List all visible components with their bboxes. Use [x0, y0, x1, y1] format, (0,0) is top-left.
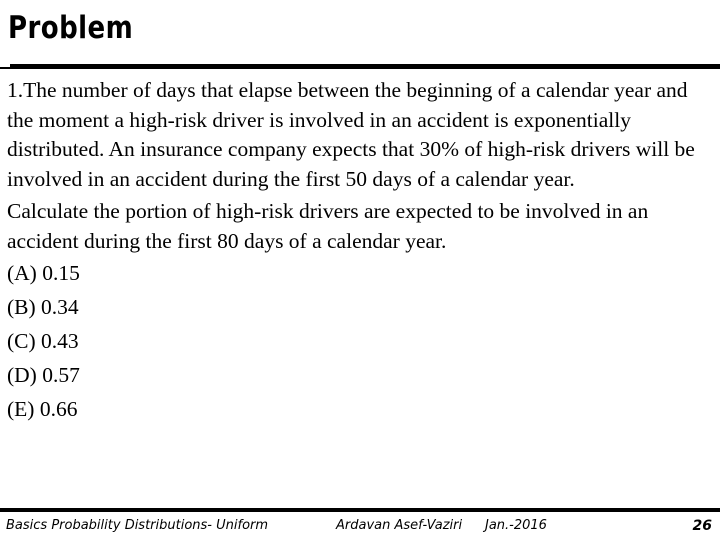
- answer-choice-c: (C) 0.43: [7, 328, 79, 353]
- footer-date: Jan.-2016: [485, 518, 547, 533]
- footer-course-title: Basics Probability Distributions- Uniform: [6, 518, 269, 533]
- problem-statement: 1.The number of days that elapse between the beginning of a calendar year and the moment a high-risk driver is involved in an accident is exponentially distributed. An insurance company expects that 30% of high-risk drivers will be involved in an accident during the first 50 days of a calendar year.: [7, 78, 695, 191]
- page-number: 26: [692, 518, 712, 534]
- title-divider-accent: [0, 67, 20, 69]
- footer-divider: [0, 508, 720, 512]
- answer-choice-b: (B) 0.34: [7, 294, 79, 319]
- slide-body: [7, 76, 713, 428]
- answer-choices: [7, 259, 713, 424]
- answer-choice-a: (A) 0.15: [7, 261, 80, 285]
- title-divider: [10, 64, 720, 69]
- problem-question: Calculate the portion of high-risk drivers are expected to be involved in an accident during the first 80 days of a calendar year.: [7, 199, 649, 253]
- slide-title: Problem: [8, 10, 134, 46]
- answer-choice-d: (D) 0.57: [7, 362, 80, 387]
- footer-author: Ardavan Asef-Vaziri: [336, 518, 463, 533]
- answer-choice-e: (E) 0.66: [7, 396, 78, 421]
